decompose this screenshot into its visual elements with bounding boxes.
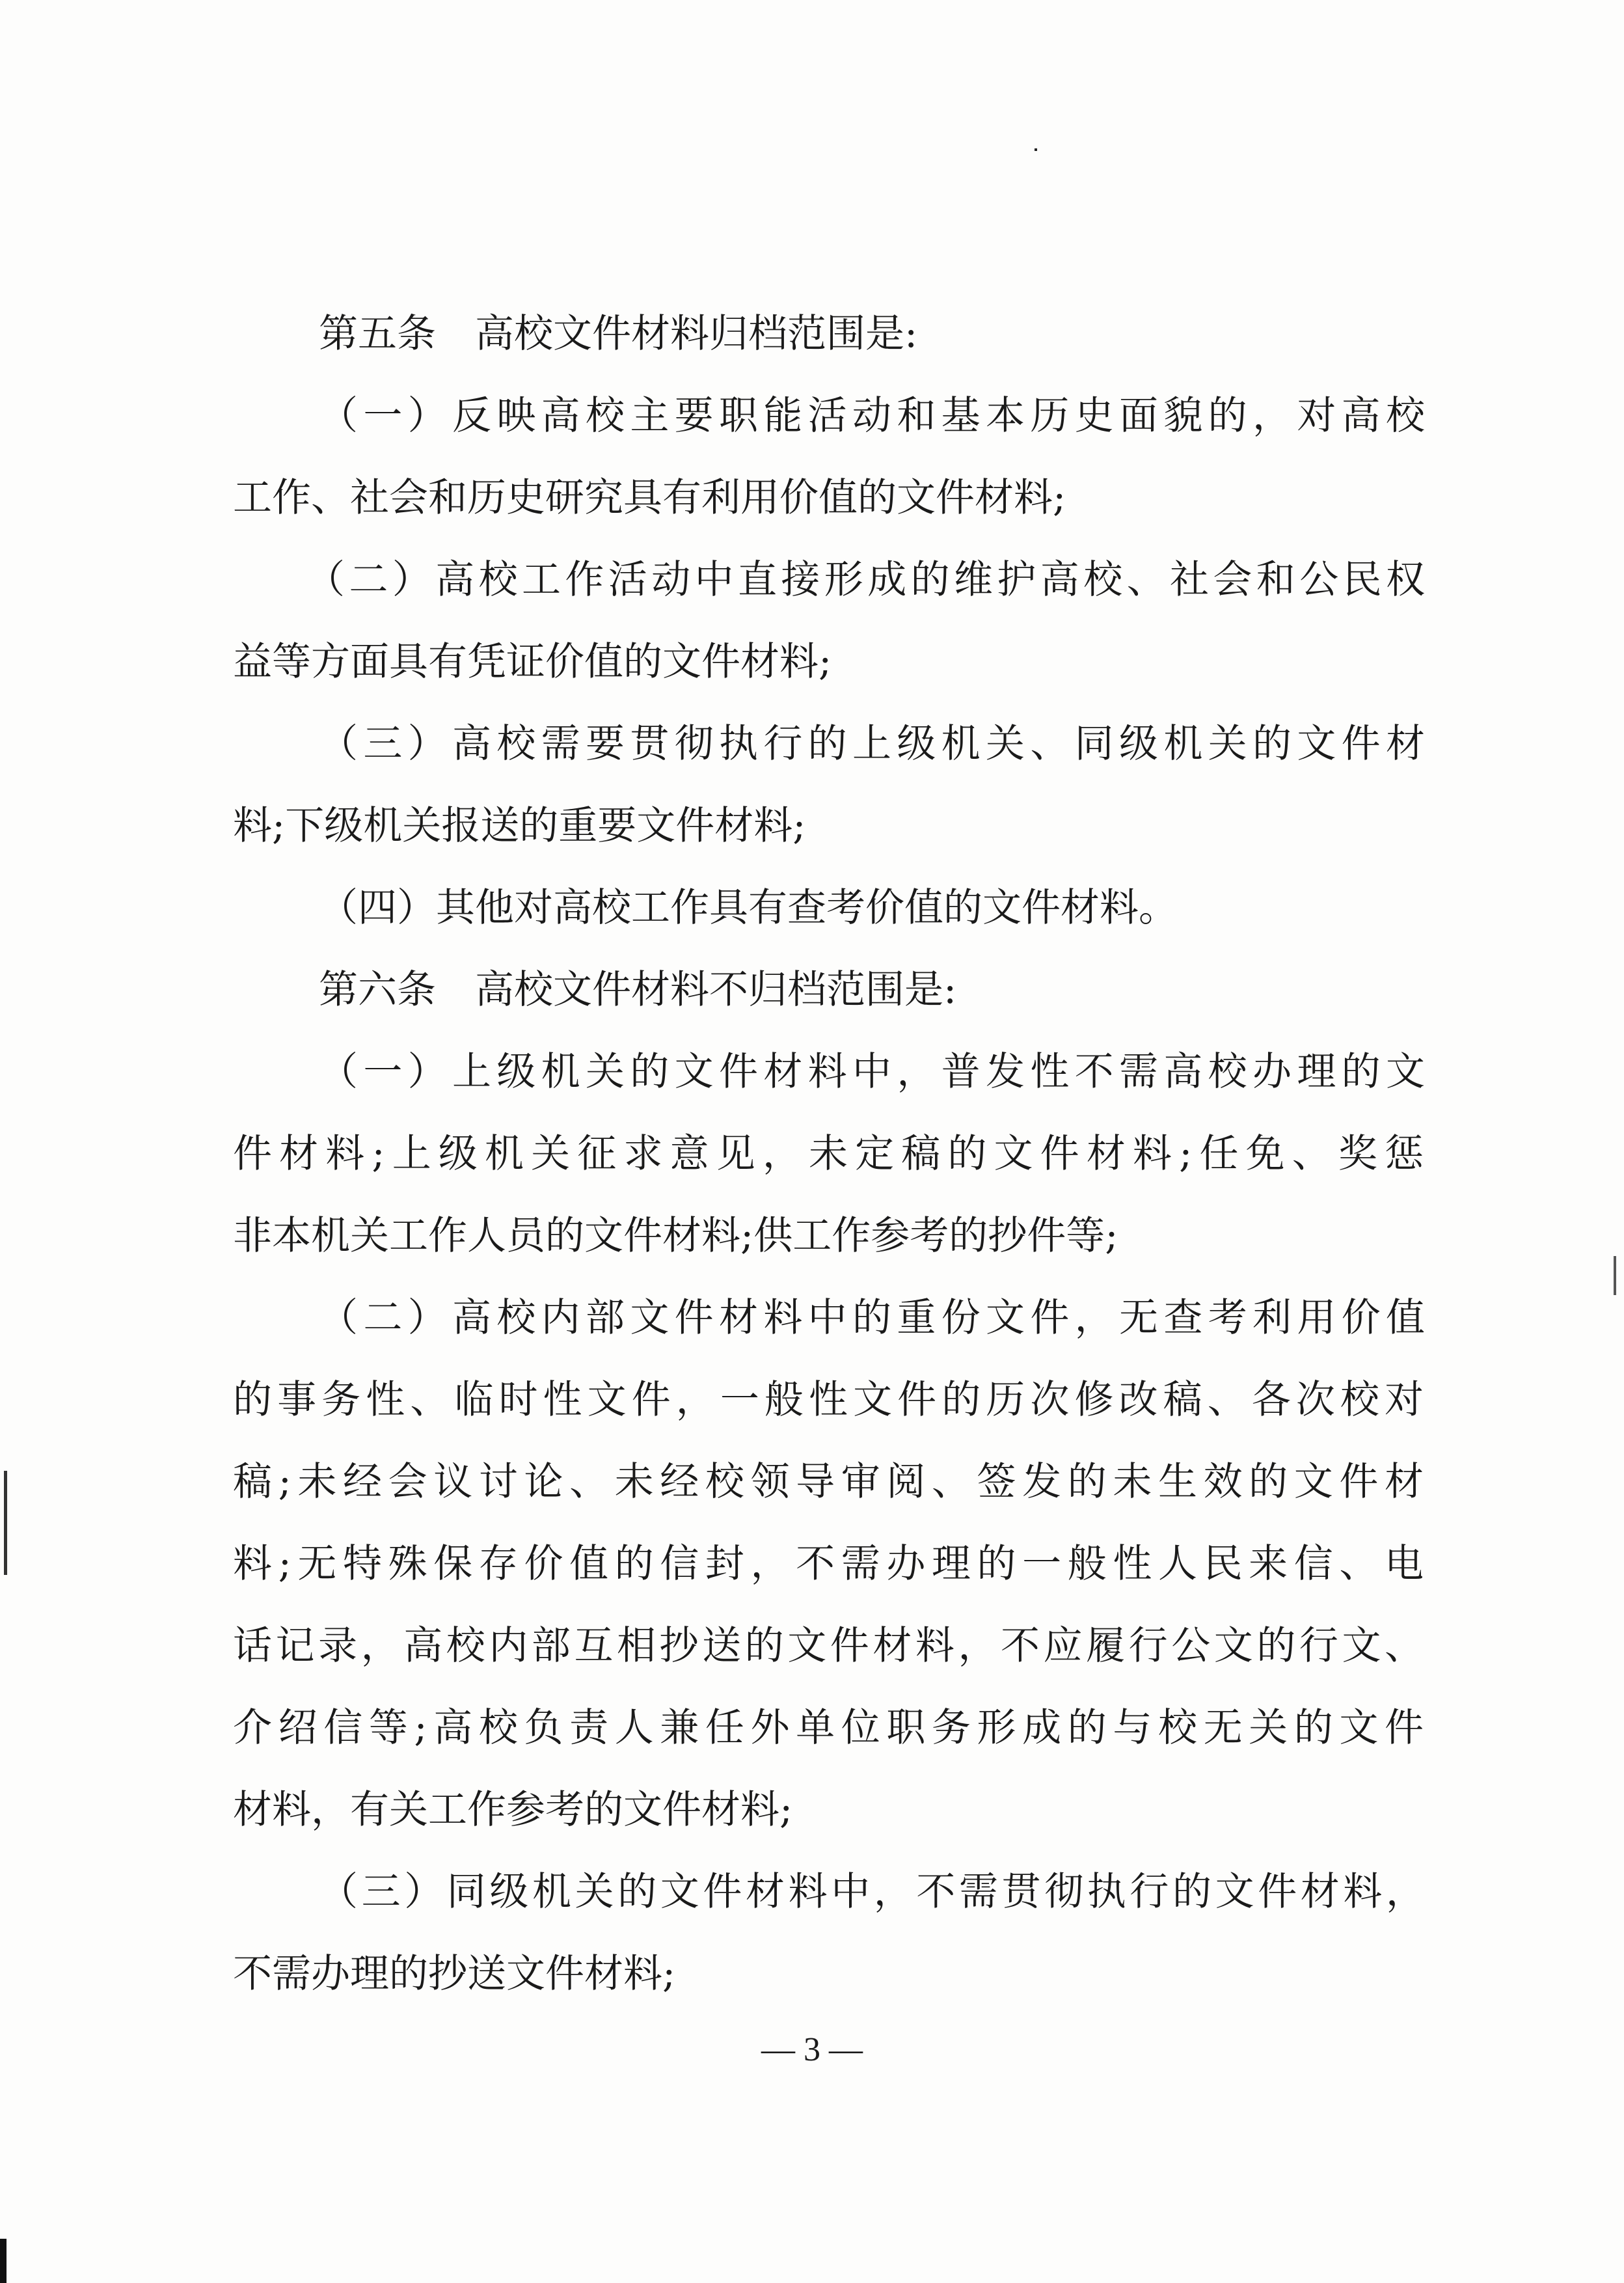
paragraph-line: 的事务性、临时性文件，一般性文件的历次修改稿、各次校对 xyxy=(233,1377,1424,1423)
paragraph-line: （四）其他对高校工作具有查考价值的文件材料。 xyxy=(319,885,1178,931)
paragraph-line: 材料，有关工作参考的文件材料; xyxy=(233,1787,793,1833)
paragraph-line: （二）高校工作活动中直接形成的维护高校、社会和公民权 xyxy=(306,557,1425,603)
paragraph-line: （三）高校需要贯彻执行的上级机关、同级机关的文件材 xyxy=(319,721,1425,767)
paragraph-line: 工作、社会和历史研究具有利用价值的文件材料; xyxy=(233,475,1066,521)
scan-mark-left-edge xyxy=(4,1471,7,1575)
paragraph-line: 益等方面具有凭证价值的文件材料; xyxy=(233,639,832,685)
paragraph-line: 不需办理的抄送文件材料; xyxy=(233,1951,676,1997)
paragraph-line: （一）上级机关的文件材料中，普发性不需高校办理的文 xyxy=(319,1049,1425,1095)
paragraph-line: （二）高校内部文件材料中的重份文件，无查考利用价值 xyxy=(319,1295,1425,1341)
paragraph-line: 话记录，高校内部互相抄送的文件材料，不应履行公文的行文、 xyxy=(233,1623,1424,1669)
page-number: — 3 — xyxy=(761,2031,863,2068)
scan-mark-right-edge xyxy=(1614,1256,1616,1295)
article-6-heading: 第六条 高校文件材料不归档范围是: xyxy=(319,967,957,1013)
paragraph-line: 非本机关工作人员的文件材料;供工作参考的抄件等; xyxy=(233,1213,1118,1259)
paragraph-line: 稿;未经会议讨论、未经校领导审阅、签发的未生效的文件材 xyxy=(233,1459,1424,1505)
paragraph-line: 料;下级机关报送的重要文件材料; xyxy=(233,803,806,849)
paragraph-line: 件材料;上级机关征求意见，未定稿的文件材料;任免、奖惩 xyxy=(233,1131,1424,1177)
paragraph-line: （三）同级机关的文件材料中，不需贯彻执行的文件材料， xyxy=(319,1869,1425,1915)
scan-mark-dot xyxy=(1035,148,1037,151)
paragraph-line: （一）反映高校主要职能活动和基本历史面貌的，对高校 xyxy=(319,393,1425,439)
paragraph-line: 料;无特殊保存价值的信封，不需办理的一般性人民来信、电 xyxy=(233,1541,1424,1587)
paragraph-line: 介绍信等;高校负责人兼任外单位职务形成的与校无关的文件 xyxy=(233,1705,1424,1751)
article-5-heading: 第五条 高校文件材料归档范围是: xyxy=(319,311,918,357)
scan-mark-bottom-left xyxy=(0,2239,7,2283)
